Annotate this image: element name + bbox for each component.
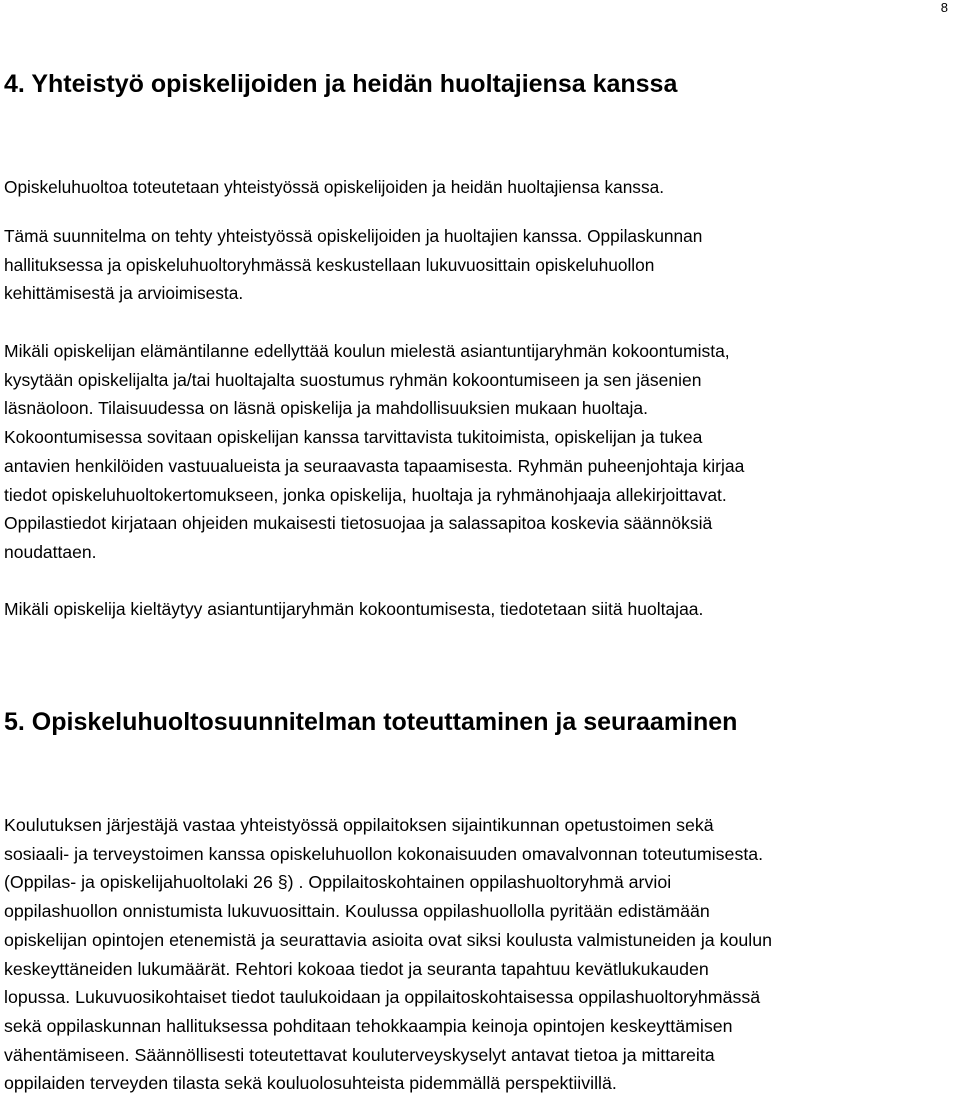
text-line: oppilaiden terveyden tilasta sekä kouluolosuhteista pidemmällä perspektiivillä. [4, 1073, 617, 1094]
text-line: antavien henkilöiden vastuualueista ja seuraavasta tapaamisesta. Ryhmän puheenjohtaja kirjaa [4, 455, 745, 476]
text-line: kehittämisestä ja arvioimisesta. [4, 283, 244, 304]
section-4-paragraph-4 [4, 595, 954, 624]
section-4-paragraph-2 [4, 222, 954, 308]
text-line: Tämä suunnitelma on tehty yhteistyössä opiskelijoiden ja huoltajien kanssa. Oppilaskunnan [4, 226, 703, 246]
section-4-paragraph-1 [4, 173, 954, 202]
section-4-heading: 4. Yhteistyö opiskelijoiden ja heidän huoltajiensa kanssa [4, 70, 678, 98]
text-line: tiedot opiskeluhuoltokertomukseen, jonka opiskelija, huoltaja ja ryhmänohjaaja allekirjoittavat. [4, 484, 727, 505]
text-line: Opiskeluhuoltoa toteutetaan yhteistyössä opiskelijoiden ja heidän huoltajiensa kanssa. [4, 177, 665, 197]
text-line: Mikäli opiskelija kieltäytyy asiantuntijaryhmän kokoontumisesta, tiedotetaan siitä huoltajaa. [4, 599, 704, 619]
text-line: läsnäoloon. Tilaisuudessa on läsnä opiskelija ja mahdollisuuksien mukaan huoltaja. [4, 398, 649, 419]
section-5-heading: 5. Opiskeluhuoltosuunnitelman toteuttaminen ja seuraaminen [4, 708, 738, 736]
text-line: hallituksessa ja opiskeluhuoltoryhmässä keskustellaan lukuvuosittain opiskeluhuollon [4, 254, 655, 275]
text-line: keskeyttäneiden lukumäärät. Rehtori kokoaa tiedot ja seuranta tapahtuu kevätlukukauden [4, 958, 709, 979]
text-line: oppilashuollon onnistumista lukuvuosittain. Koulussa oppilashuollolla pyritään edistämään [4, 901, 710, 922]
section-4-paragraph-3 [4, 337, 954, 567]
text-line: sekä oppilaskunnan hallituksessa pohditaan tehokkaampia keinoja opintojen keskeyttämisen [4, 1015, 733, 1036]
text-line: vähentämiseen. Säännöllisesti toteutettavat kouluterveyskyselyt antavat tietoa ja mittareita [4, 1044, 715, 1065]
section-5-paragraph-1 [4, 811, 954, 1098]
text-line: Kokoontumisessa sovitaan opiskelijan kanssa tarvittavista tukitoimista, opiskelijan ja tukea [4, 427, 703, 448]
text-line: kysytään opiskelijalta ja/tai huoltajalta suostumus ryhmän kokoontumiseen ja sen jäsenien [4, 369, 702, 390]
text-line: noudattaen. [4, 541, 97, 562]
text-line: sosiaali- ja terveystoimen kanssa opiskeluhuollon kokonaisuuden omavalvonnan toteutumisesta. [4, 843, 764, 864]
text-line: Koulutuksen järjestäjä vastaa yhteistyössä oppilaitoksen sijaintikunnan opetustoimen sekä [4, 815, 714, 835]
text-line: Mikäli opiskelijan elämäntilanne edellyttää koulun mielestä asiantuntijaryhmän kokoontumista, [4, 341, 730, 361]
text-line: Oppilastiedot kirjataan ohjeiden mukaisesti tietosuojaa ja salassapitoa koskevia säännöksiä [4, 513, 713, 534]
text-line: (Oppilas- ja opiskelijahuoltolaki 26 §) . Oppilaitoskohtainen oppilashuoltoryhmä arvioi [4, 872, 672, 893]
text-line: opiskelijan opintojen etenemistä ja seurattavia asioita ovat siksi koulusta valmistuneiden ja koulun [4, 929, 772, 950]
text-line: lopussa. Lukuvuosikohtaiset tiedot taulukoidaan ja oppilaitoskohtaisessa oppilashuoltoryhmässä [4, 987, 761, 1008]
page-number: 8 [940, 0, 948, 15]
